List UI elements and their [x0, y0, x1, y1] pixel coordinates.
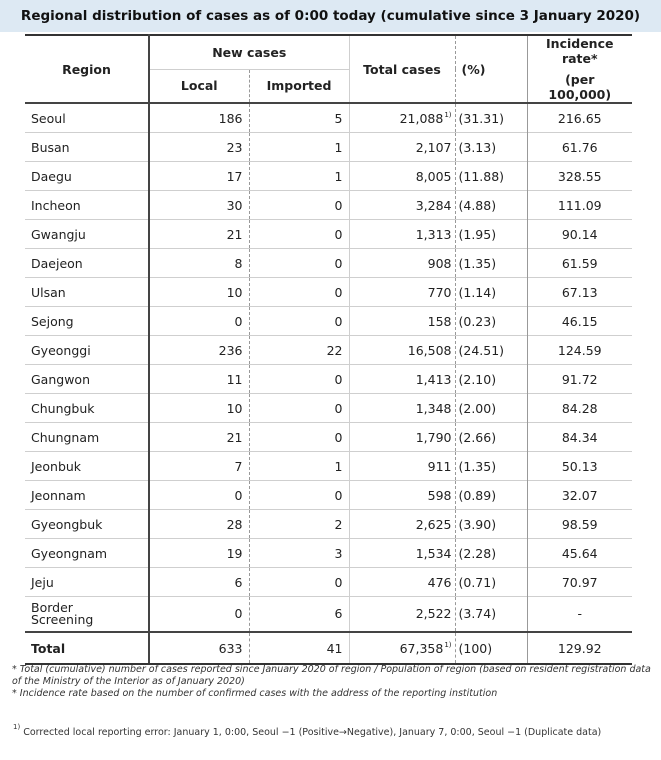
cell-incidence: 45.64 — [527, 539, 632, 568]
cell-imported: 0 — [249, 249, 349, 278]
cell-total — [349, 162, 455, 191]
cell-total — [349, 394, 455, 423]
cell-local: 10 — [149, 394, 249, 423]
header-local: Local — [149, 69, 249, 103]
cell-percent: (1.95) — [455, 220, 527, 249]
cell-percent: (3.90) — [455, 510, 527, 539]
cell-total-value: 908 — [427, 255, 452, 271]
cell-percent: (0.71) — [455, 568, 527, 597]
footnote-marker: 1) — [13, 723, 21, 731]
cell-local: 186 — [149, 103, 249, 133]
cell-imported: 0 — [249, 307, 349, 336]
cell-total-value: 8,005 — [415, 168, 452, 184]
cell-incidence: 70.97 — [527, 568, 632, 597]
cell-local: 23 — [149, 133, 249, 162]
cell-region: Jeonnam — [25, 481, 149, 510]
cell-percent: (2.00) — [455, 394, 527, 423]
table-row — [25, 336, 632, 365]
cell-incidence: 46.15 — [527, 307, 632, 336]
cell-region-line1: Border — [31, 600, 73, 615]
cell-total-value: 1,790 — [415, 429, 452, 445]
cell-region: Gwangju — [25, 220, 149, 249]
cell-total-value: 2,625 — [415, 516, 452, 532]
table-row — [25, 249, 632, 278]
cell-percent: (3.74) — [455, 597, 527, 633]
table-row — [25, 568, 632, 597]
cell-total-value: 1,413 — [415, 371, 452, 387]
header-incidence-line1: Incidence rate* — [546, 36, 614, 66]
cell-percent: (2.66) — [455, 423, 527, 452]
cell-incidence: 61.76 — [527, 133, 632, 162]
cell-incidence: 111.09 — [527, 191, 632, 220]
table-row-total — [25, 632, 632, 664]
note-total-definition: * Total (cumulative) number of cases reported since January 2020 of region / Population of region (based on resident registration data of the Ministry of the Interior as of January 2020) — [12, 664, 651, 687]
cell-total — [349, 365, 455, 394]
cell-local: 17 — [149, 162, 249, 191]
cell-total: 2,522 — [349, 597, 455, 633]
footnote-ref: 1) — [444, 640, 452, 649]
cell-total-value: 1,534 — [415, 545, 452, 561]
cell-total-value: 770 — [427, 284, 452, 300]
cell-total — [349, 103, 455, 133]
cell-region: Jeju — [25, 568, 149, 597]
table-row — [25, 394, 632, 423]
header-imported: Imported — [249, 69, 349, 103]
cell-region: Jeonbuk — [25, 452, 149, 481]
cell-total-value: 1,348 — [415, 400, 452, 416]
cell-imported: 1 — [249, 452, 349, 481]
cell-total — [349, 220, 455, 249]
cell-percent: (2.10) — [455, 365, 527, 394]
cell-local: 0 — [149, 597, 249, 633]
cell-total — [349, 481, 455, 510]
cell-imported: 22 — [249, 336, 349, 365]
cell-imported: 1 — [249, 133, 349, 162]
cell-imported: 3 — [249, 539, 349, 568]
cell-incidence: 91.72 — [527, 365, 632, 394]
cell-local: 8 — [149, 249, 249, 278]
table-row — [25, 133, 632, 162]
cell-percent: (1.35) — [455, 249, 527, 278]
cell-incidence: 50.13 — [527, 452, 632, 481]
cell-percent: (1.35) — [455, 452, 527, 481]
cell-total-value: 911 — [427, 458, 452, 474]
cell-total — [349, 452, 455, 481]
table-row — [25, 278, 632, 307]
cell-incidence: 84.28 — [527, 394, 632, 423]
cell-total — [349, 423, 455, 452]
cell-imported: 0 — [249, 278, 349, 307]
cell-local: 10 — [149, 278, 249, 307]
cell-incidence: 129.92 — [527, 632, 632, 664]
cell-region: Daegu — [25, 162, 149, 191]
table-row — [25, 220, 632, 249]
cell-imported: 41 — [249, 632, 349, 664]
cell-total-value: 16,508 — [407, 342, 452, 358]
cell-region: Total — [25, 632, 149, 664]
cell-local: 19 — [149, 539, 249, 568]
cell-total — [349, 191, 455, 220]
cell-total — [349, 249, 455, 278]
cell-incidence: 84.34 — [527, 423, 632, 452]
table-row — [25, 539, 632, 568]
cell-incidence: 90.14 — [527, 220, 632, 249]
cell-imported: 0 — [249, 481, 349, 510]
cell-percent: (4.88) — [455, 191, 527, 220]
table-row — [25, 191, 632, 220]
cell-region: Busan — [25, 133, 149, 162]
header-incidence-line2: (per 100,000) — [548, 72, 612, 102]
cell-imported: 2 — [249, 510, 349, 539]
cell-percent: (0.23) — [455, 307, 527, 336]
cell-region — [25, 597, 149, 633]
footnote — [12, 723, 657, 738]
cell-percent: (3.13) — [455, 133, 527, 162]
cell-imported: 6 — [249, 597, 349, 633]
header-row-1 — [25, 35, 632, 69]
cell-incidence: - — [527, 597, 632, 633]
cell-total-value: 67,358 — [399, 640, 444, 656]
cell-total — [349, 307, 455, 336]
table-row — [25, 481, 632, 510]
table-row — [25, 103, 632, 133]
cell-percent: (11.88) — [455, 162, 527, 191]
cell-total-value: 2,107 — [415, 139, 452, 155]
cell-local: 0 — [149, 307, 249, 336]
cell-imported: 0 — [249, 191, 349, 220]
header-percent: (%) — [455, 35, 527, 103]
header-region: Region — [25, 35, 149, 103]
cell-total-value: 3,284 — [415, 197, 452, 213]
cell-total — [349, 510, 455, 539]
cell-local: 236 — [149, 336, 249, 365]
table-row — [25, 162, 632, 191]
cell-local: 0 — [149, 481, 249, 510]
cell-percent: (24.51) — [455, 336, 527, 365]
cell-incidence: 328.55 — [527, 162, 632, 191]
table-row-border-screening — [25, 597, 632, 633]
header-new-cases: New cases — [149, 35, 349, 69]
cell-total — [349, 336, 455, 365]
cell-total — [349, 133, 455, 162]
cell-incidence: 124.59 — [527, 336, 632, 365]
cell-imported: 0 — [249, 365, 349, 394]
cell-incidence: 61.59 — [527, 249, 632, 278]
cell-local: 6 — [149, 568, 249, 597]
cell-incidence: 67.13 — [527, 278, 632, 307]
cell-region: Gyeonggi — [25, 336, 149, 365]
cell-total-value: 1,313 — [415, 226, 452, 242]
cell-region: Seoul — [25, 103, 149, 133]
cell-total — [349, 539, 455, 568]
cell-imported: 1 — [249, 162, 349, 191]
table-body — [25, 103, 632, 664]
page-title: Regional distribution of cases as of 0:00 today (cumulative since 3 January 2020) — [20, 8, 641, 24]
cell-total-value: 158 — [427, 313, 452, 329]
cell-incidence: 32.07 — [527, 481, 632, 510]
cell-region: Ulsan — [25, 278, 149, 307]
footnote-ref: 1) — [444, 110, 452, 119]
cell-total-value: 21,088 — [399, 110, 444, 126]
cell-local: 21 — [149, 423, 249, 452]
table-row — [25, 452, 632, 481]
table-row — [25, 307, 632, 336]
cell-imported: 0 — [249, 423, 349, 452]
cell-percent: (100) — [455, 632, 527, 664]
cell-local: 21 — [149, 220, 249, 249]
cell-percent: (1.14) — [455, 278, 527, 307]
table-row — [25, 365, 632, 394]
footnote-text: Corrected local reporting error: January 1, 0:00, Seoul −1 (Positive→Negative), January 7, 0:00, Seoul −1 (Duplicate data) — [23, 727, 602, 738]
cell-total-value: 598 — [427, 487, 452, 503]
cell-region: Gyeongbuk — [25, 510, 149, 539]
table-row — [25, 423, 632, 452]
header-incidence-rate — [527, 35, 632, 103]
cell-imported: 5 — [249, 103, 349, 133]
cell-percent: (2.28) — [455, 539, 527, 568]
cell-local: 633 — [149, 632, 249, 664]
cell-region: Gyeongnam — [25, 539, 149, 568]
note-incidence-rate: * Incidence rate based on the number of confirmed cases with the address of the reporting institution — [12, 688, 498, 699]
cell-local: 30 — [149, 191, 249, 220]
cell-incidence: 98.59 — [527, 510, 632, 539]
cell-local: 7 — [149, 452, 249, 481]
cell-total-value: 476 — [427, 574, 452, 590]
cell-region: Sejong — [25, 307, 149, 336]
cell-region-line2: Screening — [31, 612, 94, 627]
cell-percent: (31.31) — [455, 103, 527, 133]
cell-total — [349, 278, 455, 307]
cell-local: 28 — [149, 510, 249, 539]
cell-local: 11 — [149, 365, 249, 394]
cell-total — [349, 632, 455, 664]
notes — [12, 664, 652, 700]
cell-imported: 0 — [249, 394, 349, 423]
cell-region: Incheon — [25, 191, 149, 220]
cell-incidence: 216.65 — [527, 103, 632, 133]
cell-region: Chungnam — [25, 423, 149, 452]
cell-region: Chungbuk — [25, 394, 149, 423]
table-row — [25, 510, 632, 539]
cell-total — [349, 568, 455, 597]
cell-region: Daejeon — [25, 249, 149, 278]
header-total-cases: Total cases — [349, 35, 455, 103]
cell-percent: (0.89) — [455, 481, 527, 510]
cell-imported: 0 — [249, 220, 349, 249]
cell-imported: 0 — [249, 568, 349, 597]
regional-cases-table — [25, 34, 632, 665]
cell-region: Gangwon — [25, 365, 149, 394]
